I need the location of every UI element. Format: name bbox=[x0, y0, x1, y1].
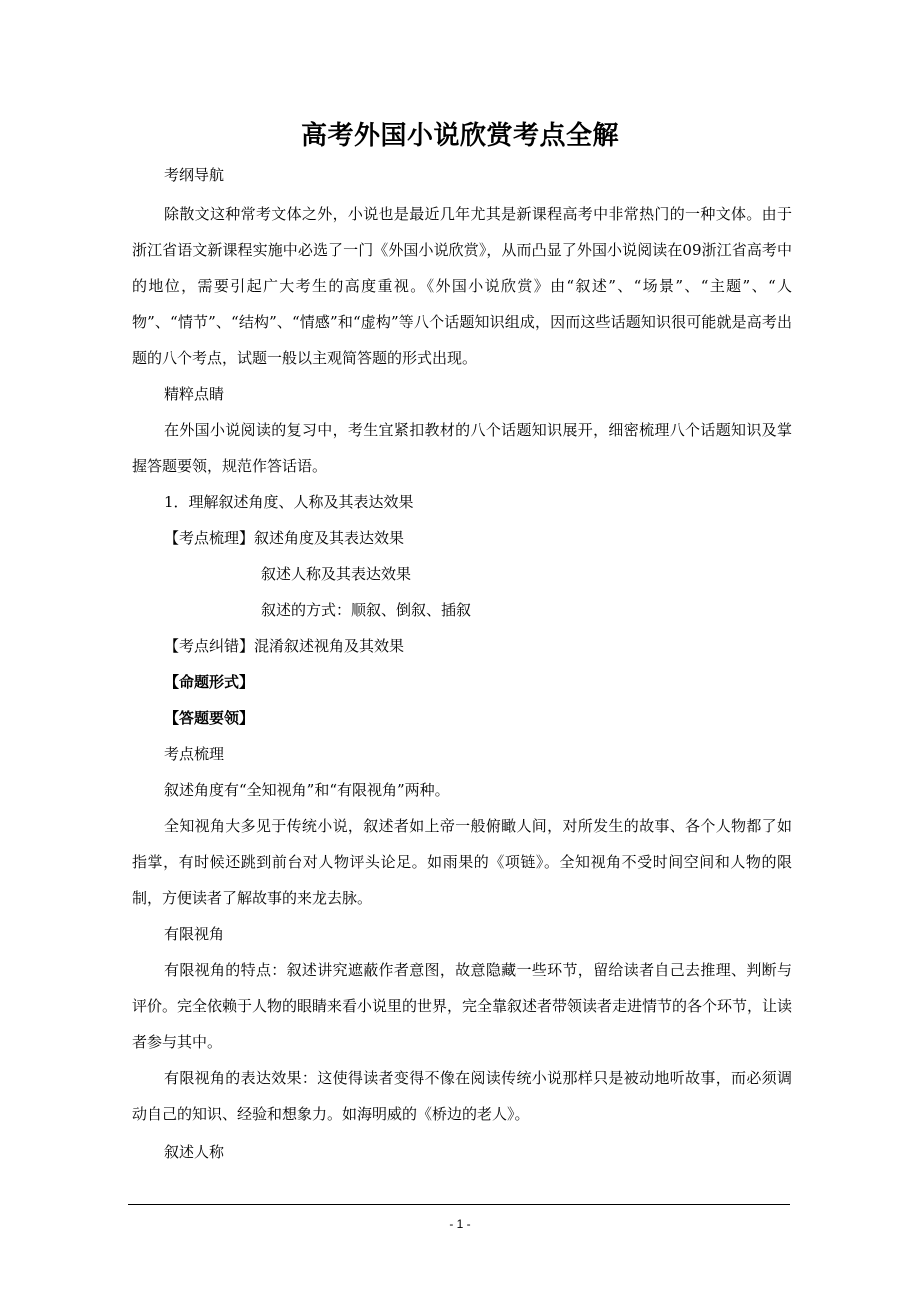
page-title: 高考外国小说欣赏考点全解 bbox=[300, 121, 619, 151]
outline-heading: 考纲导航 bbox=[164, 166, 225, 184]
answer-label: 【答题要领】 bbox=[164, 709, 255, 727]
review-subitem-person: 叙述人称及其表达效果 bbox=[261, 565, 412, 583]
limited-features-paragraph: 有限视角的特点：叙述讲究遮蔽作者意图，故意隐藏一些环节，留给读者自己去推理、判断与评价。完全依赖于人物的眼睛来看小说里的世界，完全靠叙述者带领读者走进情节的各个环节，让读者参与其中。 bbox=[132, 961, 793, 1051]
angle-intro-paragraph: 叙述角度有“全知视角”和“有限视角”两种。 bbox=[164, 781, 450, 799]
error-label: 【考点纠错】混淆叙述视角及其效果 bbox=[164, 637, 405, 655]
footer-divider bbox=[128, 1204, 790, 1205]
review-heading: 考点梳理 bbox=[164, 745, 225, 763]
item-1-heading: 1．理解叙述角度、人称及其表达效果 bbox=[164, 493, 414, 511]
review-label: 【考点梳理】叙述角度及其表达效果 bbox=[164, 529, 405, 547]
key-points-paragraph: 在外国小说阅读的复习中，考生宜紧扣教材的八个话题知识展开，细密梳理八个话题知识及掌握答题要领，规范作答话语。 bbox=[132, 421, 792, 475]
outline-paragraph: 除散文这种常考文体之外，小说也是最近几年尤其是新课程高考中非常热门的一种文体。由于浙江省语文新课程实施中必选了一门《外国小说欣赏》，从而凸显了外国小说阅读在09浙江省高考中的地位，需要引起广大考生的高度重视。《外国小说欣赏》由“叙述”、“场景”、“主题”、“人物”、“情节”、“结构”、“情感”和“虚构”等八个话题知识组成，因而这些话题知识很可能就是高考出题的八个考点，试题一般以主观简答题的形式出现。 bbox=[132, 205, 792, 367]
form-label: 【命题形式】 bbox=[164, 673, 255, 691]
person-heading: 叙述人称 bbox=[164, 1143, 225, 1161]
limited-effect-paragraph: 有限视角的表达效果：这使得读者变得不像在阅读传统小说那样只是被动地听故事，而必须调动自己的知识、经验和想象力。如海明威的《桥边的老人》。 bbox=[132, 1069, 792, 1123]
limited-heading: 有限视角 bbox=[164, 925, 225, 943]
page-number: - 1 - bbox=[449, 1217, 471, 1231]
review-subitem-methods: 叙述的方式：顺叙、倒叙、插叙 bbox=[261, 601, 472, 619]
key-points-heading: 精粹点睛 bbox=[164, 385, 225, 403]
omniscient-paragraph: 全知视角大多见于传统小说，叙述者如上帝一般俯瞰人间，对所发生的故事、各个人物都了如指掌，有时候还跳到前台对人物评头论足。如雨果的《项链》。全知视角不受时间空间和人物的限制，方便读者了解故事的来龙去脉。 bbox=[132, 817, 792, 907]
